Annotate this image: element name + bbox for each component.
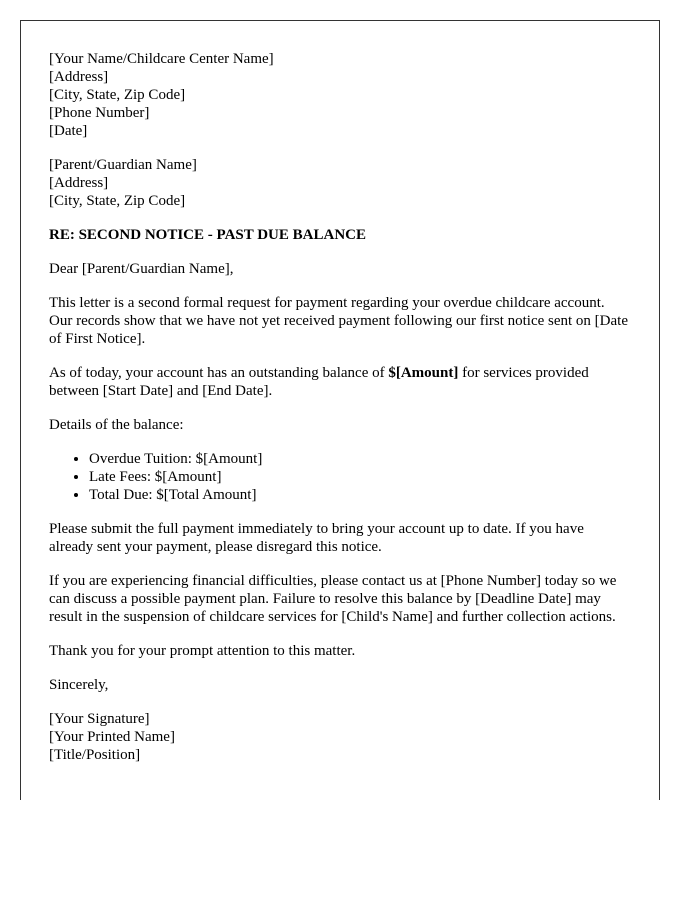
details-heading: Details of the balance: <box>49 417 184 433</box>
sender-address: [Address] <box>49 69 109 85</box>
recipient-block <box>49 156 631 210</box>
list-item: • Total Due: $[Total Amount] <box>89 486 631 504</box>
paragraph-submit-payment: Please submit the full payment immediately to bring your account up to date. If you have already sent your payment, please disregard this notice. <box>49 521 584 555</box>
recipient-name: [Parent/Guardian Name] <box>49 157 197 173</box>
balance-amount: $[Amount] <box>388 365 459 381</box>
balance-text-before: As of today, your account has an outstanding balance of <box>49 365 389 381</box>
balance-text-after: for services provided between [Start Date] and [End Date]. <box>49 365 589 399</box>
sender-name: [Your Name/Childcare Center Name] <box>49 51 274 67</box>
list-item: • Overdue Tuition: $[Amount] <box>89 450 631 468</box>
sender-city-state-zip: [City, State, Zip Code] <box>49 87 186 103</box>
letter-page <box>20 20 660 800</box>
closing: Sincerely, <box>49 677 109 693</box>
printed-name: [Your Printed Name] <box>49 729 175 745</box>
paragraph-balance <box>49 364 631 400</box>
balance-details-list <box>49 450 631 504</box>
signature-block <box>49 710 631 764</box>
list-item: • Late Fees: $[Amount] <box>89 468 631 486</box>
subject-line: RE: SECOND NOTICE - PAST DUE BALANCE <box>49 227 366 243</box>
paragraph-request: This letter is a second formal request for payment regarding your overdue childcare account. Our records show that we have not yet received payment following our first notice sent on [Date of First Notice]. <box>49 295 628 347</box>
paragraph-thank-you: Thank you for your prompt attention to this matter. <box>49 643 356 659</box>
sender-phone: [Phone Number] <box>49 105 150 121</box>
sender-block <box>49 50 631 140</box>
title-position: [Title/Position] <box>49 747 141 763</box>
recipient-address: [Address] <box>49 175 109 191</box>
letter-date: [Date] <box>49 123 88 139</box>
paragraph-financial-difficulties: If you are experiencing financial difficulties, please contact us at [Phone Number] today so we can discuss a possible payment plan. Failure to resolve this balance by [Deadline Date] may result in the suspension of childcare services for [Child's Name] and further collection actions. <box>49 573 617 625</box>
signature-line: [Your Signature] <box>49 711 150 727</box>
recipient-city-state-zip: [City, State, Zip Code] <box>49 193 186 209</box>
salutation: Dear [Parent/Guardian Name], <box>49 261 234 277</box>
